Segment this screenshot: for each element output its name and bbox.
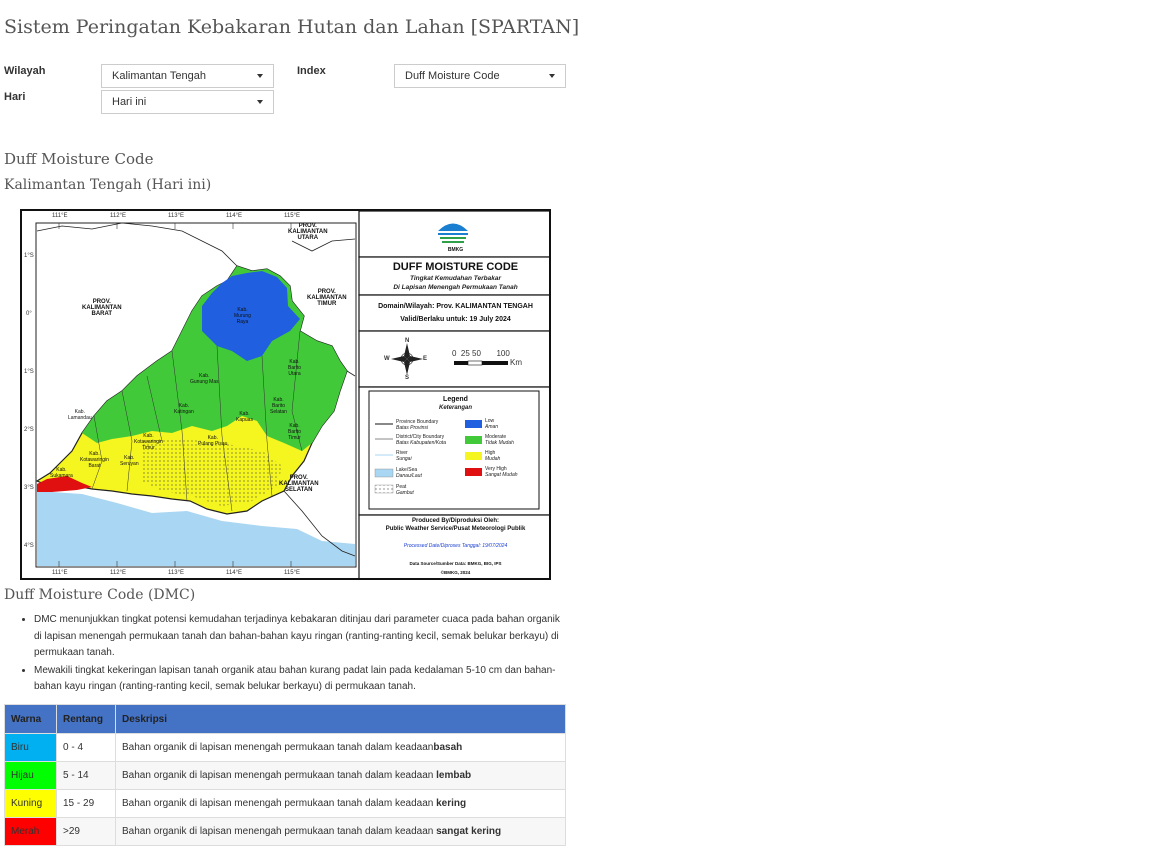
- deskripsi-cell: Bahan organik di lapisan menengah permukaan tanah dalam keadaan lembab: [116, 762, 566, 790]
- processed-date: Processed Date/Diproses Tanggal: 19/07/2024: [403, 543, 508, 549]
- rentang-cell: 15 - 29: [57, 790, 116, 818]
- chevron-down-icon: [549, 74, 555, 78]
- legend-title: Legend: [443, 396, 468, 403]
- label-katingan: Kab. Katingan: [174, 403, 194, 415]
- col-deskripsi: Deskripsi: [116, 705, 566, 734]
- scale-unit: Km: [510, 358, 522, 367]
- lon-tick: 113°E: [168, 570, 184, 576]
- label-pulang-pisau: Kab. Pulang Pisau: [198, 435, 228, 447]
- producer: Public Weather Service/Pusat Meteorologi Publik: [385, 526, 526, 532]
- chevron-down-icon: [257, 100, 263, 104]
- description-list: [4, 612, 569, 697]
- legend-class-item: High Mudah: [485, 450, 501, 462]
- list-item: • DMC menunjukkan tingkat potensi kemudahan terjadinya kebakaran ditinjau dari parameter cuaca pada bahan organik di lapisan menengah permukaan tanah dan bahan-bahan kayu ringan (ranting-ranting kecil, semak belukar berkayu) di permukaan tanah.: [34, 612, 569, 662]
- page-title: Sistem Peringatan Kebakaran Hutan dan Lahan [SPARTAN]: [4, 16, 580, 38]
- col-rentang: Rentang: [57, 705, 116, 734]
- deskripsi-cell: Bahan organik di lapisan menengah permukaan tanah dalam keadaan kering: [116, 790, 566, 818]
- rentang-cell: 0 - 4: [57, 734, 116, 762]
- map-domain: Domain/Wilayah: Prov. KALIMANTAN TENGAH: [378, 303, 533, 310]
- lon-tick: 113°E: [168, 213, 184, 219]
- map-valid-date: Valid/Berlaku untuk: 19 July 2024: [400, 316, 511, 323]
- label-seruyan: Kab. Seruyan: [120, 455, 139, 467]
- lat-tick: 1°S: [24, 253, 34, 259]
- table-row: [5, 762, 566, 790]
- label-murung-raya: Kab. Murung Raya: [234, 307, 251, 325]
- label-kaltim: PROV. KALIMANTAN TIMUR: [307, 289, 347, 307]
- label-barito-selatan: Kab. Barito Selatan: [270, 397, 287, 415]
- legend-subtitle: Keterangan: [438, 405, 472, 411]
- rentang-cell: 5 - 14: [57, 762, 116, 790]
- dmc-table: [4, 704, 566, 846]
- compass-e: E: [423, 356, 428, 362]
- dmc-map: [20, 209, 551, 580]
- index-value: Duff Moisture Code: [405, 70, 500, 82]
- label-lamandau: Kab. Lamandau: [68, 409, 92, 421]
- lon-tick: 114°E: [226, 213, 242, 219]
- rentang-cell: >29: [57, 818, 116, 846]
- lat-tick: 2°S: [24, 427, 34, 433]
- warna-cell: Hijau: [5, 762, 57, 790]
- warna-cell: Merah: [5, 818, 57, 846]
- label-sukamara: Kab. Sukamara: [50, 467, 73, 479]
- legend-class-item: Low Aman: [485, 418, 499, 430]
- label-kotawaringin-barat: Kab. Kotawaringin Barat: [80, 451, 109, 469]
- hari-label: Hari: [4, 91, 26, 103]
- deskripsi-cell: Bahan organik di lapisan menengah permukaan tanah dalam keadaanbasah: [116, 734, 566, 762]
- legend-class-item: Very High Sangat Mudah: [485, 466, 518, 478]
- section-heading: Duff Moisture Code: [4, 150, 154, 168]
- legend-line-item: Province Boundary Batas Provinsi: [396, 419, 439, 431]
- copyright: ©BMKG, 2024: [440, 570, 471, 575]
- map-panel-subtitle: Di Lapisan Menengah Permukaan Tanah: [393, 284, 518, 291]
- produced-by: Produced By/Diproduksi Oleh:: [411, 518, 499, 524]
- logo-text: BMKG: [447, 247, 464, 253]
- map-panel-subtitle: Tingkat Kemudahan Terbakar: [409, 275, 502, 282]
- legend-class-item: Moderate Tidak Mudah: [485, 434, 514, 446]
- chevron-down-icon: [257, 74, 263, 78]
- table-row: [5, 790, 566, 818]
- lon-tick: 111°E: [52, 213, 68, 219]
- lon-tick: 115°E: [284, 213, 300, 219]
- lat-tick: 0°: [26, 311, 32, 317]
- wilayah-label: Wilayah: [4, 65, 46, 77]
- lat-tick: 4°S: [24, 543, 34, 549]
- wilayah-value: Kalimantan Tengah: [112, 70, 206, 82]
- map-panel-title: DUFF MOISTURE CODE: [392, 261, 519, 273]
- label-kapuas: Kab. Kapuas: [236, 411, 253, 423]
- label-barito-utara: Kab. Barito Utara: [288, 359, 302, 377]
- hari-value: Hari ini: [112, 96, 147, 108]
- legend-line-item: District/City Boundary Batas Kabupaten/Kota: [396, 434, 447, 446]
- table-header-row: [5, 705, 566, 734]
- lon-tick: 114°E: [226, 570, 242, 576]
- section-subheading: Kalimantan Tengah (Hari ini): [4, 177, 212, 193]
- label-kalut: PROV. KALIMANTAN UTARA: [288, 223, 328, 241]
- compass-s: S: [405, 375, 410, 381]
- legend-line-item: River Sungai: [396, 450, 412, 462]
- scale-text: 0 25 50 100: [452, 349, 510, 358]
- deskripsi-cell: Bahan organik di lapisan menengah permukaan tanah dalam keadaan sangat kering: [116, 818, 566, 846]
- hari-select[interactable]: [101, 90, 274, 114]
- label-kalbar: PROV. KALIMANTAN BARAT: [82, 299, 122, 317]
- warna-cell: Kuning: [5, 790, 57, 818]
- label-kalsel: PROV. KALIMANTAN SELATAN: [279, 475, 319, 493]
- compass-w: W: [384, 356, 390, 362]
- table-row: [5, 734, 566, 762]
- col-warna: Warna: [5, 705, 57, 734]
- label-gunung-mas: Kab. Gunung Mas: [190, 373, 219, 385]
- label-barito-timur: Kab. Barito Timur: [288, 423, 302, 441]
- table-row: [5, 818, 566, 846]
- legend-line-item: Peat Gambut: [396, 484, 414, 496]
- label-kotawaringin-timur: Kab. Kotawaringin Timur: [134, 433, 163, 451]
- lon-tick: 111°E: [52, 570, 68, 576]
- description-heading: Duff Moisture Code (DMC): [4, 587, 196, 603]
- lat-tick: 1°S: [24, 369, 34, 375]
- wilayah-select[interactable]: [101, 64, 274, 88]
- lon-tick: 115°E: [284, 570, 300, 576]
- lon-tick: 112°E: [110, 570, 126, 576]
- compass-n: N: [405, 338, 410, 344]
- list-item: • Mewakili tingkat kekeringan lapisan tanah organik atau bahan kurang padat lain pada kedalaman 5-10 cm dan bahan-bahan kayu ringan (ranting-ranting kecil, semak belukar berkayu) di permukaan tanah.: [34, 663, 569, 696]
- lat-tick: 3°S: [24, 485, 34, 491]
- legend-line-item: Lake/Sea Danau/Laut: [396, 467, 422, 479]
- index-label: Index: [297, 65, 326, 77]
- data-source: Data Source/Sumber Data: BMKG, BIG, IPS: [409, 561, 502, 566]
- warna-cell: Biru: [5, 734, 57, 762]
- index-select[interactable]: [394, 64, 566, 88]
- lon-tick: 112°E: [110, 213, 126, 219]
